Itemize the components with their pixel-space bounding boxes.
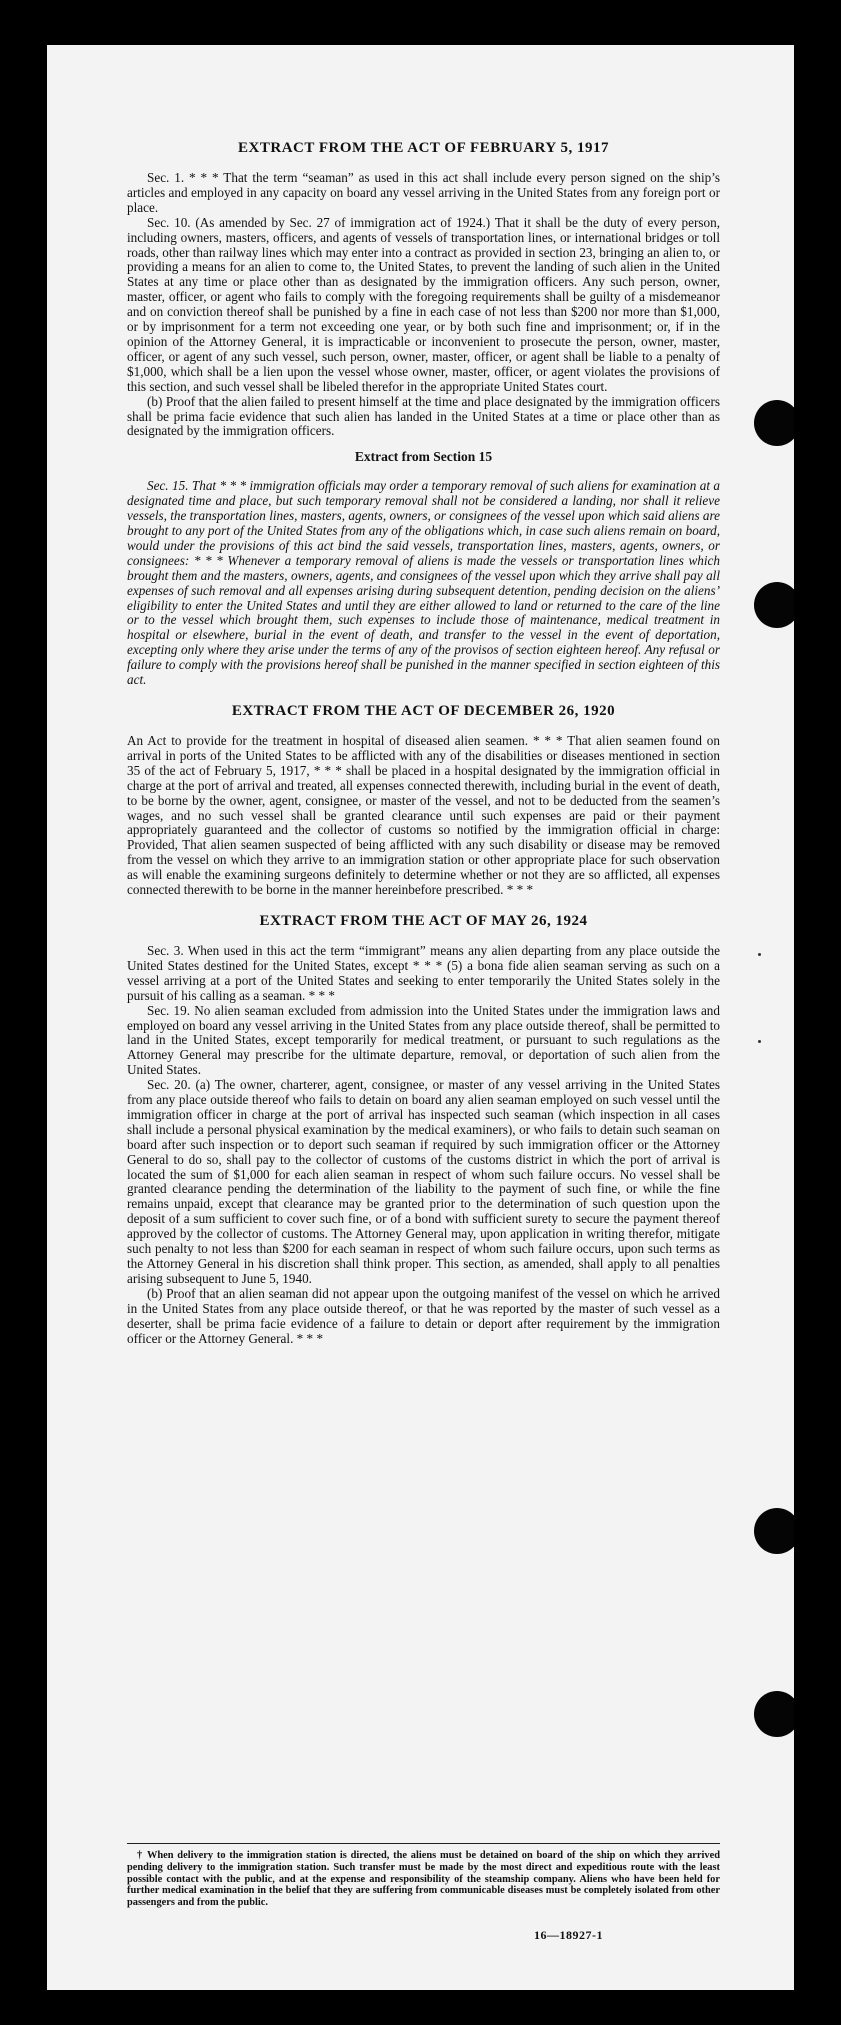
heading-act-1924: EXTRACT FROM THE ACT OF MAY 26, 1924 xyxy=(259,912,588,929)
punch-hole-4 xyxy=(754,1691,794,1737)
heading-act-1920: EXTRACT FROM THE ACT OF DECEMBER 26, 1920 xyxy=(231,703,616,719)
paragraph-sec-10-b: (b) Proof that the alien failed to present himself at the time and place designated by the immigration officers shall be prima facie evidence that such alien has landed in the United States at a time or place other than as designated by the immigration officers. xyxy=(127,393,720,439)
heading-act-1917: EXTRACT FROM THE ACT OF FEBRUARY 5, 1917 xyxy=(238,140,609,156)
heading-section-15: Extract from Section 15 xyxy=(354,449,493,465)
punch-hole-3 xyxy=(754,1508,794,1554)
document-body xyxy=(127,139,720,1346)
form-number: 16—18927-1 xyxy=(534,1928,603,1942)
paragraph-sec-3: Sec. 3. When used in this act the term “immigrant” means any alien departing from any place outside the United States destined for the United States, except * * * (5) a bona fide alien seaman serving as such on a vessel arriving at a port of the United States and seeking to enter temporarily the United States solely in the pursuit of his calling as a seaman. * * * xyxy=(127,942,720,1003)
paragraph-sec-10: Sec. 10. (As amended by Sec. 27 of immigration act of 1924.) That it shall be the duty of every person, including owners, masters, officers, and agents of vessels of transportation lines, or international bridges or toll roads, other than railway lines which may enter into a contract as provided in section 23, bringing an alien to, or providing a means for an alien to come to, the United States, to prevent the landing of such alien in the United States at any time or place other than as designated by the immigration officers. Any such person, owner, master, officer, or agent who fails to comply with the foregoing requirements shall be guilty of a misdemeanor and on conviction thereof shall be punished by a fine in each case of not less than $200 nor more than $1,000, or by imprisonment for a term not exceeding one year, or by both such fine and imprisonment; or, if in the opinion of the Attorney General, it is impracticable or inconvenient to prosecute the person, owner, master, officer, or agent of any such vessel, such person, owner, master, officer, or agent shall be liable to a penalty of $1,000, which shall be a lien upon the vessel whose owner, master, officer, or agent violates the provisions of this section, and such vessel shall be libeled therefor in the appropriate United States court. xyxy=(127,214,720,394)
speck xyxy=(758,953,761,956)
paragraph-sec-15: Sec. 15. That * * * immigration officials may order a temporary removal of such aliens for examination at a designated time and place, but such temporary removal shall not be considered a landing, nor shall it relieve vessels, the transportation lines, masters, agents, owners, or consignees of the vessel upon which said aliens are brought to any port of the United States from any of the obligations which, in case such aliens remain on board, would under the provisions of this act bind the said vessels, transportation lines, masters, agents, owners, or consignees: * * * Whenever a temporary removal of aliens is made the vessels or transportation lines which brought them and the masters, owners, agents, and consignees of the vessel upon which they arrive shall pay all expenses of such removal and all expenses arising during subsequent detention, pending decision on the aliens’ eligibility to enter the United States and until they are either allowed to land or returned to the care of the line or to the vessel which brought them, such expenses to include those of maintenance, medical treatment in hospital or elsewhere, burial in the event of death, and transfer to the vessel in the event of deportation, excepting only where they arise under the terms of any of the provisos of section eighteen hereof. Any refusal or failure to comply with the provisions hereof shall be punished in the manner specified in section eighteen of this act. xyxy=(127,478,720,688)
paragraph-sec-20-b: (b) Proof that an alien seaman did not appear upon the outgoing manifest of the vessel on which he arrived in the United States from any place outside thereof, or that he was reported by the master of such vessel as a deserter, shall be prima facie evidence of a failure to detain or deport after requirement by the immigration officer or the Attorney General. * * * xyxy=(127,1285,720,1346)
document-page xyxy=(47,45,794,1990)
paragraph-act-1920: An Act to provide for the treatment in hospital of diseased alien seamen. * * * That alien seamen found on arrival in ports of the United States to be afflicted with any of the disabilities or diseases mentioned in section 35 of the act of February 5, 1917, * * * shall be placed in a hospital designated by the immigration official in charge at the port of arrival and treated, all expenses connected therewith, including burial in the event of death, to be borne by the owner, agent, consignee, or master of the vessel, and not to be deducted from the seamen’s wages, and no such vessel shall be granted clearance until such expenses are paid or their payment appropriately guaranteed and the collector of customs so notified by the immigration official in charge: Provided, That alien seamen suspected of being afflicted with any such disability or disease may be removed from the vessel on which they arrive to an immigration station or other appropriate place for such observation as will enable the examining surgeons definitely to determine whether or not they are so afflicted, all expenses connected therewith to be borne in the manner hereinbefore prescribed. * * * xyxy=(127,733,720,898)
punch-hole-1 xyxy=(754,400,794,446)
footnote: † When delivery to the immigration station is directed, the aliens must be detained on board of the ship on which they arrived pending delivery to the immigration station. Such transfer must be made by the most direct and expeditious route with the least possible contact with the public, and at the expense and responsibility of the steamship company. Aliens who have been held for further medical examination in the belief that they are suffering from communicable diseases must be completely isolated from other passengers and from the public. xyxy=(127,1843,720,1909)
speck xyxy=(758,1040,761,1043)
paragraph-sec-19: Sec. 19. No alien seaman excluded from admission into the United States under the immigration laws and employed on board any vessel arriving in the United States from any place outside thereof, shall be permitted to land in the United States, except temporarily for medical treatment, or pursuant to such regulations as the Attorney General may prescribe for the ultimate departure, removal, or deportation of such alien from the United States. xyxy=(127,1002,720,1078)
punch-hole-2 xyxy=(754,582,794,628)
paragraph-sec-20-a: Sec. 20. (a) The owner, charterer, agent, consignee, or master of any vessel arriving in the United States from any place outside thereof who fails to detain on board any alien seaman employed on such vessel until the immigration officer in charge at the port of arrival has inspected such seaman (which inspection in all cases shall include a personal physical examination by the medical examiners), or who fails to detain such seaman on board after such inspection or to deport such seaman if required by such immigration officer or the Attorney General to do so, shall pay to the collector of customs of the customs district in which the port of arrival is located the sum of $1,000 for each alien seaman in respect of whom such failure occurs. No vessel shall be granted clearance pending the determination of the liability to the payment of such fine, or while the fine remains unpaid, except that clearance may be granted prior to the determination of such question upon the deposit of a sum sufficient to cover such fine, or of a bond with sufficient surety to secure the payment thereof approved by the collector of customs. The Attorney General may, upon application in writing therefor, mitigate such penalty to not less than $200 for each seaman in respect of whom such failure occurs, upon such terms as the Attorney General in his discretion shall think proper. This section, as amended, shall apply to all penalties arising subsequent to June 5, 1940. xyxy=(127,1077,720,1286)
paragraph-sec-1: Sec. 1. * * * That the term “seaman” as used in this act shall include every person signed on the ship’s articles and employed in any capacity on board any vessel arriving in the United States from any foreign port or place. xyxy=(127,170,720,215)
